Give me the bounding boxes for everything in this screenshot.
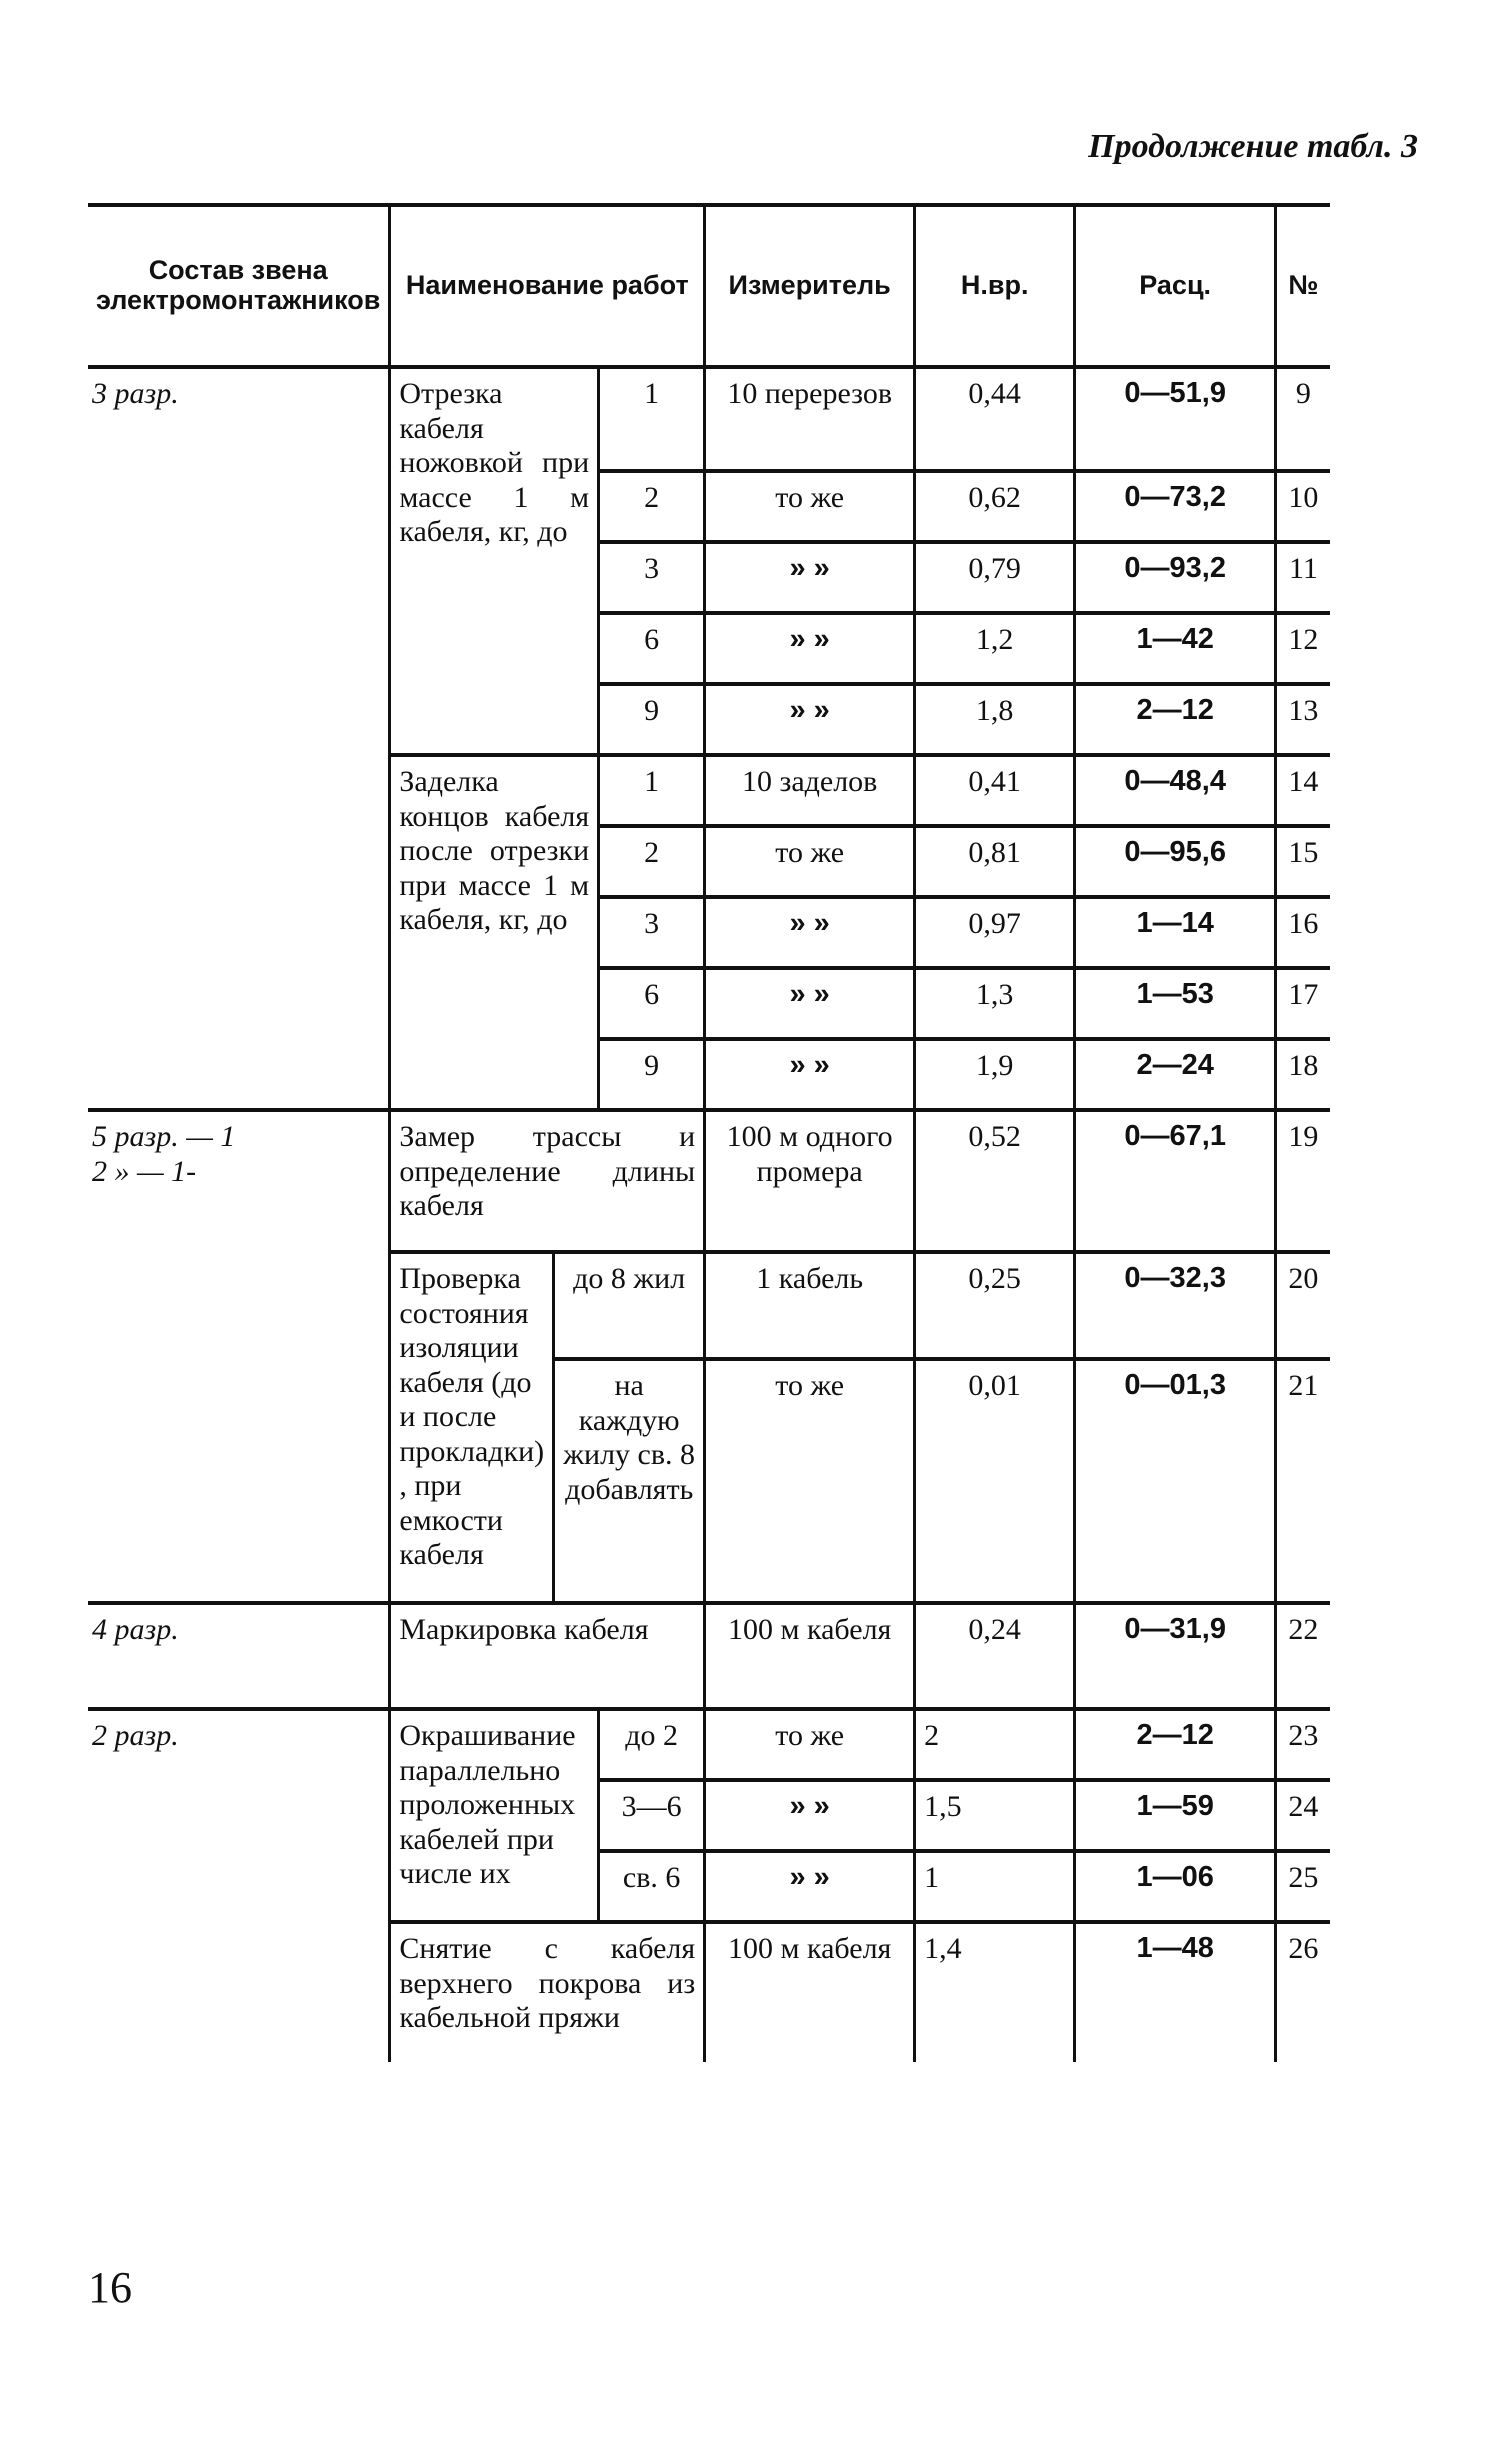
unit-cell: » » — [705, 1780, 915, 1851]
unit-cell: » » — [705, 897, 915, 968]
crew-cell: 4 разр. — [88, 1603, 390, 1709]
table-row — [88, 1603, 1330, 1709]
unit-cell: » » — [705, 542, 915, 613]
sub-cell: 1 — [599, 755, 705, 826]
nvr-cell: 0,97 — [915, 897, 1075, 968]
work-cell: Маркировка кабеля — [390, 1603, 705, 1709]
sub-cell: 9 — [599, 684, 705, 755]
sub-cell: 3—6 — [599, 1780, 705, 1851]
unit-cell: 10 заделов — [705, 755, 915, 826]
norms-table — [88, 203, 1330, 2062]
crew-cell: 2 разр. — [88, 1709, 390, 2062]
rate-cell: 1—53 — [1075, 968, 1276, 1039]
table-row — [88, 1709, 1330, 1780]
rate-cell: 0—01,3 — [1075, 1359, 1276, 1603]
unit-cell: 100 м кабеля — [705, 1922, 915, 2062]
unit-cell: » » — [705, 1039, 915, 1110]
sub-cell: на каждую жилу св. 8 добавлять — [554, 1359, 705, 1603]
sub-cell: 6 — [599, 968, 705, 1039]
unit-cell: то же — [705, 1359, 915, 1603]
num-cell: 9 — [1276, 367, 1330, 471]
sub-cell: 1 — [599, 367, 705, 471]
nvr-cell: 2 — [915, 1709, 1075, 1780]
nvr-cell: 1 — [915, 1851, 1075, 1922]
page-number: 16 — [88, 2263, 132, 2312]
num-cell: 10 — [1276, 471, 1330, 542]
rate-cell: 2—24 — [1075, 1039, 1276, 1110]
sub-cell: 2 — [599, 471, 705, 542]
num-cell: 22 — [1276, 1603, 1330, 1709]
rate-cell: 0—73,2 — [1075, 471, 1276, 542]
rate-cell: 0—51,9 — [1075, 367, 1276, 471]
nvr-cell: 0,79 — [915, 542, 1075, 613]
work-cell: Проверка состояния изоляции кабеля (до и после прокладки) , при емкости кабеля — [390, 1252, 554, 1603]
sub-cell: 2 — [599, 826, 705, 897]
num-cell: 23 — [1276, 1709, 1330, 1780]
crew-line: 5 разр. — 1 — [92, 1120, 236, 1153]
rate-cell: 1—14 — [1075, 897, 1276, 968]
num-cell: 20 — [1276, 1252, 1330, 1359]
header-nvr: Н.вр. — [915, 205, 1075, 367]
header-row — [88, 205, 1330, 367]
crew-cell: 3 разр. — [88, 367, 390, 1110]
work-cell: Снятие с кабеля верхнего покрова из кабельной пряжи — [390, 1922, 705, 2062]
unit-cell: 10 перерезов — [705, 367, 915, 471]
num-cell: 17 — [1276, 968, 1330, 1039]
nvr-cell: 0,01 — [915, 1359, 1075, 1603]
num-cell: 19 — [1276, 1110, 1330, 1252]
rate-cell: 1—06 — [1075, 1851, 1276, 1922]
num-cell: 21 — [1276, 1359, 1330, 1603]
num-cell: 13 — [1276, 684, 1330, 755]
work-cell: Окрашивание параллельно проложенных кабелей при числе их — [390, 1709, 599, 1922]
unit-cell: » » — [705, 684, 915, 755]
num-cell: 26 — [1276, 1922, 1330, 2062]
crew-cell — [88, 1110, 390, 1603]
rate-cell: 0—67,1 — [1075, 1110, 1276, 1252]
num-cell: 25 — [1276, 1851, 1330, 1922]
unit-cell: то же — [705, 1709, 915, 1780]
sub-cell: св. 6 — [599, 1851, 705, 1922]
nvr-cell: 1,8 — [915, 684, 1075, 755]
nvr-cell: 0,41 — [915, 755, 1075, 826]
work-cell: Замер трассы и определение длины кабеля — [390, 1110, 705, 1252]
rate-cell: 0—95,6 — [1075, 826, 1276, 897]
num-cell: 12 — [1276, 613, 1330, 684]
header-unit: Измеритель — [705, 205, 915, 367]
rate-cell: 0—48,4 — [1075, 755, 1276, 826]
num-cell: 11 — [1276, 542, 1330, 613]
rate-cell: 1—48 — [1075, 1922, 1276, 2062]
header-crew: Состав звена электромонтажников — [88, 205, 390, 367]
unit-cell: 100 м одного промера — [705, 1110, 915, 1252]
num-cell: 18 — [1276, 1039, 1330, 1110]
rate-cell: 1—59 — [1075, 1780, 1276, 1851]
rate-cell: 2—12 — [1075, 684, 1276, 755]
nvr-cell: 0,44 — [915, 367, 1075, 471]
header-num: № — [1276, 205, 1330, 367]
unit-cell: » » — [705, 613, 915, 684]
unit-cell: 1 кабель — [705, 1252, 915, 1359]
num-cell: 16 — [1276, 897, 1330, 968]
nvr-cell: 0,52 — [915, 1110, 1075, 1252]
table-row — [88, 1110, 1330, 1252]
nvr-cell: 1,2 — [915, 613, 1075, 684]
unit-cell: то же — [705, 471, 915, 542]
unit-cell: » » — [705, 968, 915, 1039]
unit-cell: то же — [705, 826, 915, 897]
rate-cell: 0—93,2 — [1075, 542, 1276, 613]
nvr-cell: 0,62 — [915, 471, 1075, 542]
sub-cell: 3 — [599, 542, 705, 613]
work-cell: Заделка концов кабеля после отрезки при массе 1 м кабеля, кг, до — [390, 755, 599, 1110]
rate-cell: 1—42 — [1075, 613, 1276, 684]
nvr-cell: 0,24 — [915, 1603, 1075, 1709]
rate-cell: 2—12 — [1075, 1709, 1276, 1780]
sub-cell: до 2 — [599, 1709, 705, 1780]
table-row — [88, 367, 1330, 471]
rate-cell: 0—31,9 — [1075, 1603, 1276, 1709]
nvr-cell: 1,3 — [915, 968, 1075, 1039]
nvr-cell: 0,81 — [915, 826, 1075, 897]
unit-cell: » » — [705, 1851, 915, 1922]
sub-cell: 6 — [599, 613, 705, 684]
sub-cell: 9 — [599, 1039, 705, 1110]
rate-cell: 0—32,3 — [1075, 1252, 1276, 1359]
sub-cell: до 8 жил — [554, 1252, 705, 1359]
num-cell: 14 — [1276, 755, 1330, 826]
nvr-cell: 0,25 — [915, 1252, 1075, 1359]
nvr-cell: 1,5 — [915, 1780, 1075, 1851]
unit-cell: 100 м кабеля — [705, 1603, 915, 1709]
sub-cell: 3 — [599, 897, 705, 968]
continuation-caption: Продолжение табл. 3 — [1088, 128, 1418, 165]
nvr-cell: 1,9 — [915, 1039, 1075, 1110]
header-work: Наименование работ — [390, 205, 705, 367]
num-cell: 15 — [1276, 826, 1330, 897]
crew-line: 2 » — 1- — [92, 1154, 197, 1188]
num-cell: 24 — [1276, 1780, 1330, 1851]
work-cell: Отрезка кабеля ножовкой при массе 1 м кабеля, кг, до — [390, 367, 599, 755]
header-rate: Расц. — [1075, 205, 1276, 367]
nvr-cell: 1,4 — [915, 1922, 1075, 2062]
